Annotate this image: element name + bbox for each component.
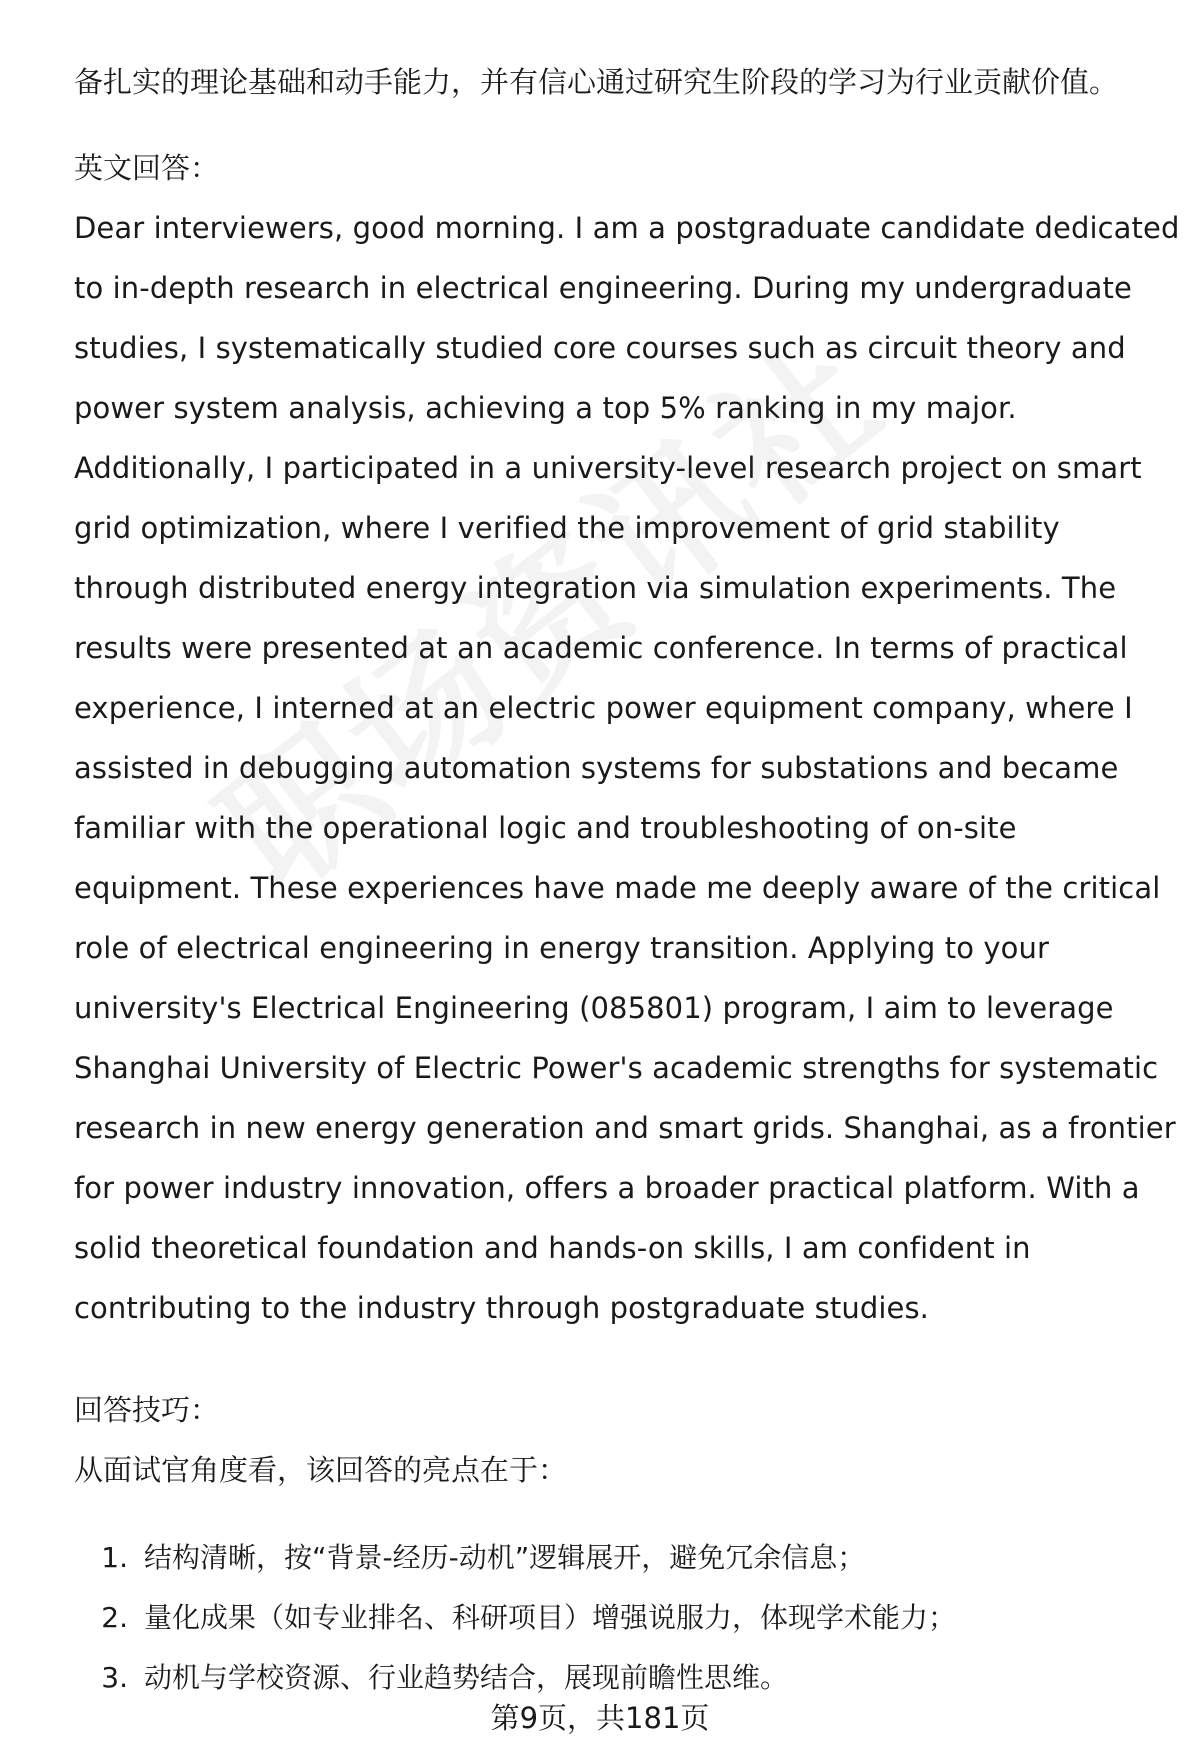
page-content	[74, 52, 1180, 1708]
english-line: experience, I interned at an electric power equipment company, where I	[74, 691, 1133, 725]
list-item	[74, 1588, 1164, 1648]
list-item-text: 动机与学校资源、行业趋势结合，展现前瞻性思维。	[144, 1661, 789, 1694]
english-line: familiar with the operational logic and troubleshooting of on-site	[74, 811, 1017, 845]
page-number-footer: 第9页，共181页	[490, 1701, 710, 1735]
english-line: power system analysis, achieving a top 5% ranking in my major.	[74, 391, 1017, 425]
english-line: Additionally, I participated in a university-level research project on smart	[74, 451, 1142, 485]
english-line: solid theoretical foundation and hands-on skills, I am confident in	[74, 1231, 1031, 1265]
english-line: equipment. These experiences have made me deeply aware of the critical	[74, 871, 1161, 905]
list-item-text: 量化成果（如专业排名、科研项目）增强说服力，体现学术能力；	[144, 1601, 957, 1634]
english-line: university's Electrical Engineering (085801) program, I aim to leverage	[74, 991, 1114, 1025]
list-item-number: 3.	[101, 1661, 128, 1694]
english-line: results were presented at an academic conference. In terms of practical	[74, 631, 1128, 665]
english-line: grid optimization, where I verified the improvement of grid stability	[74, 511, 1060, 545]
list-item-number: 2.	[101, 1601, 128, 1634]
english-line: assisted in debugging automation systems for substations and became	[74, 751, 1119, 785]
english-line: role of electrical engineering in energy transition. Applying to your	[74, 931, 1049, 965]
tips-intro: 从面试官角度看，该回答的亮点在于：	[74, 1453, 568, 1487]
english-line: to in-depth research in electrical engineering. During my undergraduate	[74, 271, 1132, 305]
english-line: contributing to the industry through postgraduate studies.	[74, 1291, 929, 1325]
english-answer-heading: 英文回答：	[74, 151, 220, 185]
english-line: studies, I systematically studied core courses such as circuit theory and	[74, 331, 1126, 365]
continuation-line: 备扎实的理论基础和动手能力，并有信心通过研究生阶段的学习为行业贡献价值。	[74, 65, 1119, 99]
english-line: research in new energy generation and smart grids. Shanghai, as a frontier	[74, 1111, 1176, 1145]
list-item-number: 1.	[101, 1541, 128, 1574]
english-line: for power industry innovation, offers a broader practical platform. With a	[74, 1171, 1140, 1205]
english-line: Shanghai University of Electric Power's academic strengths for systematic	[74, 1051, 1159, 1085]
english-answer-body	[74, 198, 1180, 1338]
list-item-text: 结构清晰，按“背景-经历-动机”逻辑展开，避免冗余信息；	[144, 1541, 866, 1574]
tips-list	[74, 1528, 1164, 1708]
english-line: Dear interviewers, good morning. I am a postgraduate candidate dedicated	[74, 211, 1180, 245]
english-line: through distributed energy integration via simulation experiments. The	[74, 571, 1117, 605]
list-item	[74, 1528, 1164, 1588]
tips-heading: 回答技巧：	[74, 1393, 220, 1427]
